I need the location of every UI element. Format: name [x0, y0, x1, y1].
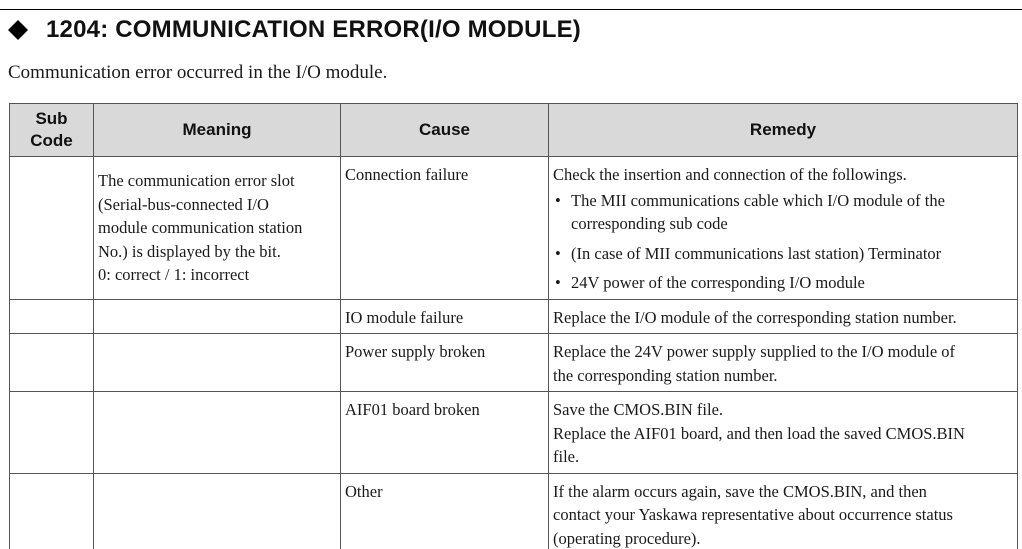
remedy-cell [549, 334, 1018, 392]
remedy-line: Replace the AIF01 board, and then load the saved CMOS.BIN [553, 423, 965, 443]
bullet-line: corresponding sub code [571, 214, 728, 233]
meaning-cell [94, 392, 341, 474]
remedy-line: contact your Yaskawa representative about occurrence status [553, 505, 953, 524]
meaning-cell [94, 473, 341, 549]
sub-code-cell [10, 299, 94, 334]
table-row [10, 392, 1018, 474]
sub-code-cell [10, 157, 94, 300]
header-sub-code-line1: Sub [35, 109, 68, 128]
meaning-cell [94, 157, 341, 300]
remedy-bullet-item [553, 189, 1013, 236]
remedy-line: Save the CMOS.BIN file. [553, 400, 724, 419]
header-remedy: Remedy [549, 104, 1018, 157]
remedy-bullet-list [553, 189, 1013, 295]
bullet-line: The MII communications cable which I/O module of the [571, 190, 945, 210]
sub-code-cell [10, 473, 94, 549]
intro-text: Communication error occurred in the I/O module. [8, 62, 388, 83]
bullet-dot: • [555, 243, 561, 263]
header-cause: Cause [341, 104, 549, 157]
remedy-bullet-item [553, 271, 1013, 295]
remedy-cell [549, 473, 1018, 549]
cause-cell: Other [341, 473, 549, 549]
sub-code-cell [10, 392, 94, 474]
remedy-line: file. [553, 447, 580, 466]
header-sub-code [10, 104, 94, 157]
section-heading [8, 16, 581, 44]
meaning-line: 0: correct / 1: incorrect [98, 265, 250, 284]
meaning-line: (Serial-bus-connected I/O [98, 194, 269, 214]
remedy-cell [549, 157, 1018, 300]
cause-cell: AIF01 board broken [341, 392, 549, 474]
cause-cell: IO module failure [341, 299, 549, 334]
meaning-line: module communication station [98, 218, 303, 237]
remedy-bullet-item [553, 242, 1013, 266]
cause-cell: Power supply broken [341, 334, 549, 392]
table-row [10, 157, 1018, 300]
meaning-cell [94, 299, 341, 334]
bullet-line: 24V power of the corresponding I/O module [571, 273, 865, 292]
section-title: 1204: COMMUNICATION ERROR(I/O MODULE) [46, 16, 581, 43]
remedy-line: Replace the 24V power supply supplied to the I/O module of [553, 342, 956, 361]
table-row [10, 299, 1018, 334]
meaning-line: No.) is displayed by the bit. [98, 241, 281, 261]
remedy-line: the corresponding station number. [553, 365, 778, 385]
remedy-cell [549, 299, 1018, 334]
meaning-cell [94, 334, 341, 392]
sub-code-cell [10, 334, 94, 392]
remedy-line: If the alarm occurs again, save the CMOS.BIN, and then [553, 481, 927, 501]
remedy-cell [549, 392, 1018, 474]
top-rule-divider [0, 9, 1022, 10]
bullet-dot: • [555, 190, 561, 210]
diamond-bullet-icon [8, 20, 28, 40]
remedy-line: (operating procedure). [553, 528, 701, 548]
error-table [9, 103, 1018, 549]
bullet-line: (In case of MII communications last station) Terminator [571, 243, 942, 263]
table-row [10, 473, 1018, 549]
header-sub-code-line2: Code [30, 131, 73, 150]
bullet-dot: • [555, 273, 561, 292]
remedy-intro: Check the insertion and connection of the followings. [553, 165, 907, 184]
table-header-row [10, 104, 1018, 157]
header-meaning: Meaning [94, 104, 341, 157]
cause-cell: Connection failure [341, 157, 549, 300]
remedy-line: Replace the I/O module of the corresponding station number. [553, 307, 957, 327]
meaning-line: The communication error slot [98, 171, 295, 190]
table-row [10, 334, 1018, 392]
